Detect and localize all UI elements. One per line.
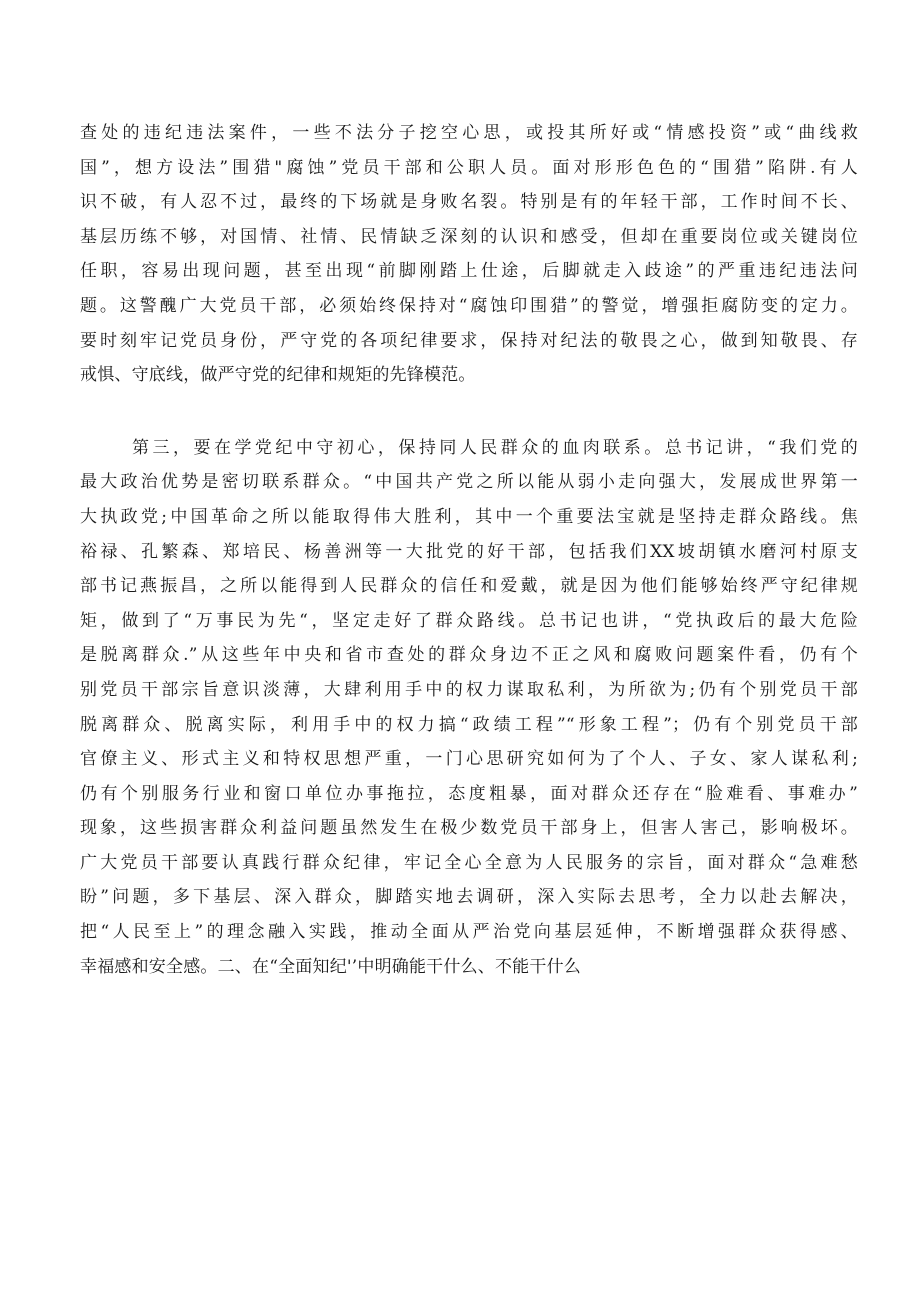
text-line: 大执政党;中国革命之所以能取得伟大胜利，其中一个重要法宝就是坚持走群众路线。焦 [80,506,858,527]
text-line: 是脱离群众.”从这些年中央和省市查处的群众身边不正之风和腐败问题案件看，仍有个 [80,645,858,666]
text-line: 最大政治优势是密切联系群众。“中国共产党之所以能从弱小走向强大，发展成世界第一 [80,472,858,493]
text-line: 基层历练不够，对国情、社情、民情缺乏深刻的认识和感受，但却在重要岗位或关键岗位 [80,226,858,247]
text-line: 脱离群众、脱离实际，利用手中的权力搞“政绩工程”“形象工程”；仍有个别党员干部 [80,714,858,735]
text-line: 现象，这些损害群众利益问题虽然发生在极少数党员干部身上，但害人害己，影响极坏。 [80,818,858,839]
text-line: 国”，想方设法”围猎"腐蚀”党员干部和公职人员。面对形形色色的“围猎”陷阱.有人 [80,157,858,178]
text-line: 题。这警醜广大党员干部，必须始终保持对“腐蚀印围猎”的警觉，增强拒腐防变的定力。 [80,295,858,316]
text-line: 第三，要在学党纪中守初心，保持同人民群众的血肉联系。总书记讲，“我们党的 [132,437,858,458]
document-page [80,116,858,984]
text-line: 裕禄、孔繁森、郑培民、杨善洲等一大批党的好干部，包括我们XX坡胡镇水磨河村原支 [80,541,858,562]
text-line: 任职，容易出现问题，甚至出现“前脚刚踏上仕途，后脚就走入歧途”的严重违纪违法问 [80,261,858,282]
text-line: 幸福感和安全感。二、在“全面知纪'’中明确能干什么、不能干什么 [80,956,581,977]
text-line: 部书记燕振昌，之所以能得到人民群众的信任和爱戴，就是因为他们能够始终严守纪律规 [80,576,858,597]
text-line: 查处的违纪违法案件，一些不法分子挖空心思，或投其所好或“情感投资”或“曲线救 [80,123,858,143]
text-line: 仍有个别服务行业和窗口单位办事拖拉，态度粗暴，面对群众还存在“脸难看、事难办” [80,783,858,804]
text-line: 官僚主义、形式主义和特权思想严重，一门心思研究如何为了个人、子女、家人谋私利; [80,749,858,770]
text-line: 要时刻牢记党员身份，严守党的各项纪律要求，保持对纪法的敬畏之心，做到知敬畏、存 [80,330,858,351]
text-line: 矩，做到了“万事民为先“，坚定走好了群众路线。总书记也讲，“党执政后的最大危险 [80,610,858,631]
text-line: 识不破，有人忍不过，最终的下场就是身败名裂。特别是有的年轻干部，工作时间不长、 [80,192,858,213]
text-line: 别党员干部宗旨意识淡薄，大肆利用手中的权力谋取私利，为所欲为;仍有个别党员干部 [80,679,858,700]
text-line: 盼”问题，多下基层、深入群众，脚踏实地去调研，深入实际去思考，全力以赴去解决， [80,887,858,908]
paragraph-2 [80,431,858,985]
text-line: 戒惧、守底线，做严守党的纪律和规矩的先锋模范。 [80,365,476,386]
text-line: 广大党员干部要认真践行群众纪律，牢记全心全意为人民服务的宗旨，面对群众“急难愁 [80,852,858,873]
paragraph-1 [80,116,858,393]
text-line: 把“人民至上”的理念融入实践，推动全面从严治党向基层延伸，不断增强群众获得感、 [80,922,858,943]
